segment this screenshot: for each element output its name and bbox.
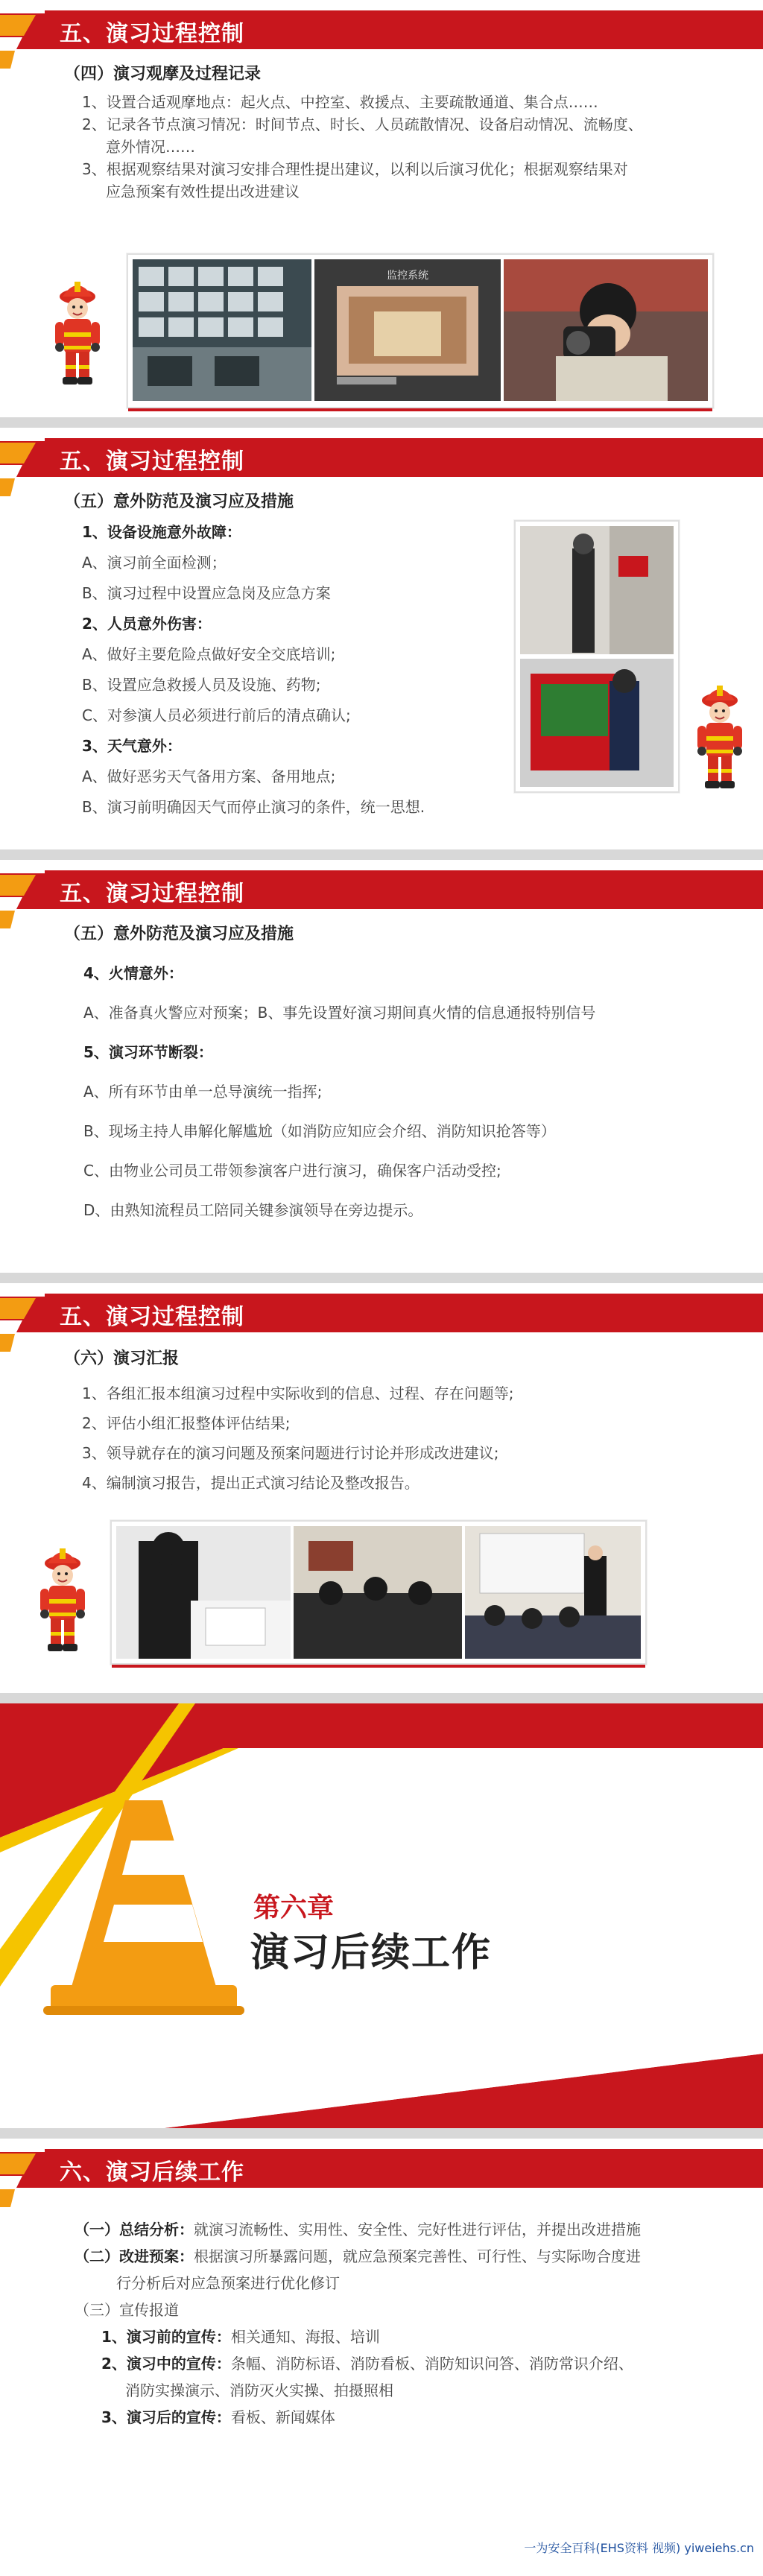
monitor-screen-photo <box>314 259 501 401</box>
section-subtitle: （六）演习汇报 <box>64 1349 180 1368</box>
traffic-cone-icon <box>43 1793 244 2031</box>
section-subtitle: （五）意外防范及演习应及措施 <box>64 925 294 943</box>
list-item: 3、根据观察结果对演习安排合理性提出建议，以利以后演习优化；根据观察结果对 <box>82 160 628 178</box>
followup-list <box>75 2216 730 2431</box>
photographer-photo <box>504 259 708 401</box>
list-item: 3、领导就存在的演习问题及预案问题进行讨论并形成改进建议; <box>82 1444 499 1462</box>
list-item: D、由熟知流程员工陪同关键参演领导在旁边提示。 <box>83 1201 423 1219</box>
measures-list <box>83 954 739 1230</box>
firefighter-mascot-icon <box>690 681 750 793</box>
chapter-number: 第六章 <box>253 1893 335 1923</box>
item-text: 就演习流畅性、实用性、安全性、完好性进行评估，并提出改进措施 <box>194 2221 641 2238</box>
list-item: A、准备真火警应对预案；B、事先设置好演习期间真火情的信息通报特别信号 <box>83 1004 596 1022</box>
item-label: （一）总结分析： <box>75 2221 194 2238</box>
item-text: 相关通知、海报、培训 <box>230 2328 380 2346</box>
item-label: 2、演习中的宣传： <box>101 2355 231 2373</box>
item-label: （三）宣传报道 <box>75 2301 179 2319</box>
item-label: 1、演习前的宣传： <box>101 2328 231 2346</box>
list-item: B、设置应急救援人员及设施、药物; <box>82 676 321 694</box>
list-item: 1、设置合适观摩地点：起火点、中控室、救援点、主要疏散通道、集合点…… <box>82 93 598 111</box>
slide-drill-report <box>0 1283 763 1693</box>
item-label: （二）改进预案： <box>75 2247 194 2265</box>
cone-stripe-icon <box>0 1283 45 1365</box>
list-item: B、演习前明确因天气而停止演习的条件，统一思想. <box>82 798 425 816</box>
monitor-wall-photo <box>133 259 311 401</box>
list-item: A、所有环节由单一总导演统一指挥; <box>83 1083 323 1101</box>
firefighter-mascot-icon <box>48 277 107 389</box>
slide-header <box>0 1283 763 1332</box>
list-item: 意外情况…… <box>106 138 195 156</box>
item-text: 条幅、消防标语、消防看板、消防知识问答、消防常识介绍、 <box>230 2355 633 2373</box>
slide-header <box>0 0 763 49</box>
header-title: 五、演习过程控制 <box>60 449 244 475</box>
header-title: 六、演习后续工作 <box>60 2159 244 2186</box>
meeting-room-photo <box>294 1526 462 1659</box>
firefighter-mascot-icon <box>33 1544 92 1656</box>
list-item: A、做好主要危险点做好安全交底培训; <box>82 645 336 663</box>
cone-stripe-icon <box>0 860 45 942</box>
list-item: 1、各组汇报本组演习过程中实际收到的信息、过程、存在问题等; <box>82 1384 514 1402</box>
slide-header <box>0 428 763 477</box>
header-title: 五、演习过程控制 <box>60 21 244 47</box>
list-item: A、演习前全面检测； <box>82 554 227 572</box>
slide-chapter-cover <box>0 1703 763 2128</box>
item-text: 行分析后对应急预案进行优化修订 <box>116 2274 340 2292</box>
header-title: 五、演习过程控制 <box>60 1304 244 1330</box>
svg-text:监控系统: 监控系统 <box>387 270 428 282</box>
list-heading: 2、人员意外伤害： <box>82 615 212 633</box>
list-heading: 5、演习环节断裂： <box>83 1043 213 1061</box>
section-subtitle: （五）意外防范及演习应及措施 <box>64 493 294 511</box>
slide-followup <box>0 2139 763 2568</box>
list-item: B、演习过程中设置应急岗及应急方案 <box>82 584 331 602</box>
item-text: 根据演习所暴露问题，就应急预案完善性、可行性、与实际吻合度进 <box>194 2247 641 2265</box>
slide-observation <box>0 0 763 417</box>
fire-cabinet-photo <box>520 659 674 787</box>
measures-list <box>82 517 514 823</box>
list-item: C、对参演人员必须进行前后的清点确认; <box>82 706 351 724</box>
briefing-photo <box>465 1526 641 1659</box>
report-list <box>82 1379 738 1498</box>
list-item: 2、评估小组汇报整体评估结果; <box>82 1414 291 1432</box>
item-label: 3、演习后的宣传： <box>101 2408 231 2426</box>
header-title: 五、演习过程控制 <box>60 881 244 907</box>
photo-strip <box>110 1520 647 1665</box>
signing-photo <box>116 1526 291 1659</box>
photo-strip <box>127 253 714 408</box>
list-heading: 4、火情意外： <box>83 964 183 982</box>
list-heading: 3、天气意外： <box>82 737 182 755</box>
list-item: 2、记录各节点演习情况：时间节点、时长、人员疏散情况、设备启动情况、流畅度、 <box>82 115 643 133</box>
cone-stripe-icon <box>0 0 45 82</box>
footer-watermark-link[interactable]: 一为安全百科(EHS资料 视频) yiweiehs.cn <box>524 2541 754 2555</box>
slide-header <box>0 2139 763 2188</box>
cone-stripe-icon <box>0 428 45 510</box>
slide-header <box>0 860 763 909</box>
list-item: 应急预案有效性提出改进建议 <box>106 183 300 200</box>
observation-list <box>82 91 738 203</box>
list-heading: 1、设备设施意外故障： <box>82 523 241 541</box>
list-item: C、由物业公司员工带领参演客户进行演习，确保客户活动受控; <box>83 1162 501 1180</box>
list-item: 4、编制演习报告，提出正式演习结论及整改报告。 <box>82 1474 420 1492</box>
list-item: A、做好恶劣天气备用方案、备用地点; <box>82 768 336 785</box>
ceiling-detector-photo <box>520 526 674 654</box>
list-item: B、现场主持人串解化解尴尬（如消防应知应会介绍、消防知识抢答等） <box>83 1122 556 1140</box>
item-text: 看板、新闻媒体 <box>230 2408 335 2426</box>
slide-accident-prevention-1 <box>0 428 763 849</box>
photo-column <box>514 520 680 793</box>
chapter-title: 演习后续工作 <box>250 1931 493 1975</box>
cone-stripe-icon <box>0 2139 45 2221</box>
section-subtitle: （四）演习观摩及过程记录 <box>64 65 262 83</box>
item-text: 消防实操演示、消防灭火实操、拍摄照相 <box>125 2382 393 2399</box>
slide-accident-prevention-2 <box>0 860 763 1273</box>
